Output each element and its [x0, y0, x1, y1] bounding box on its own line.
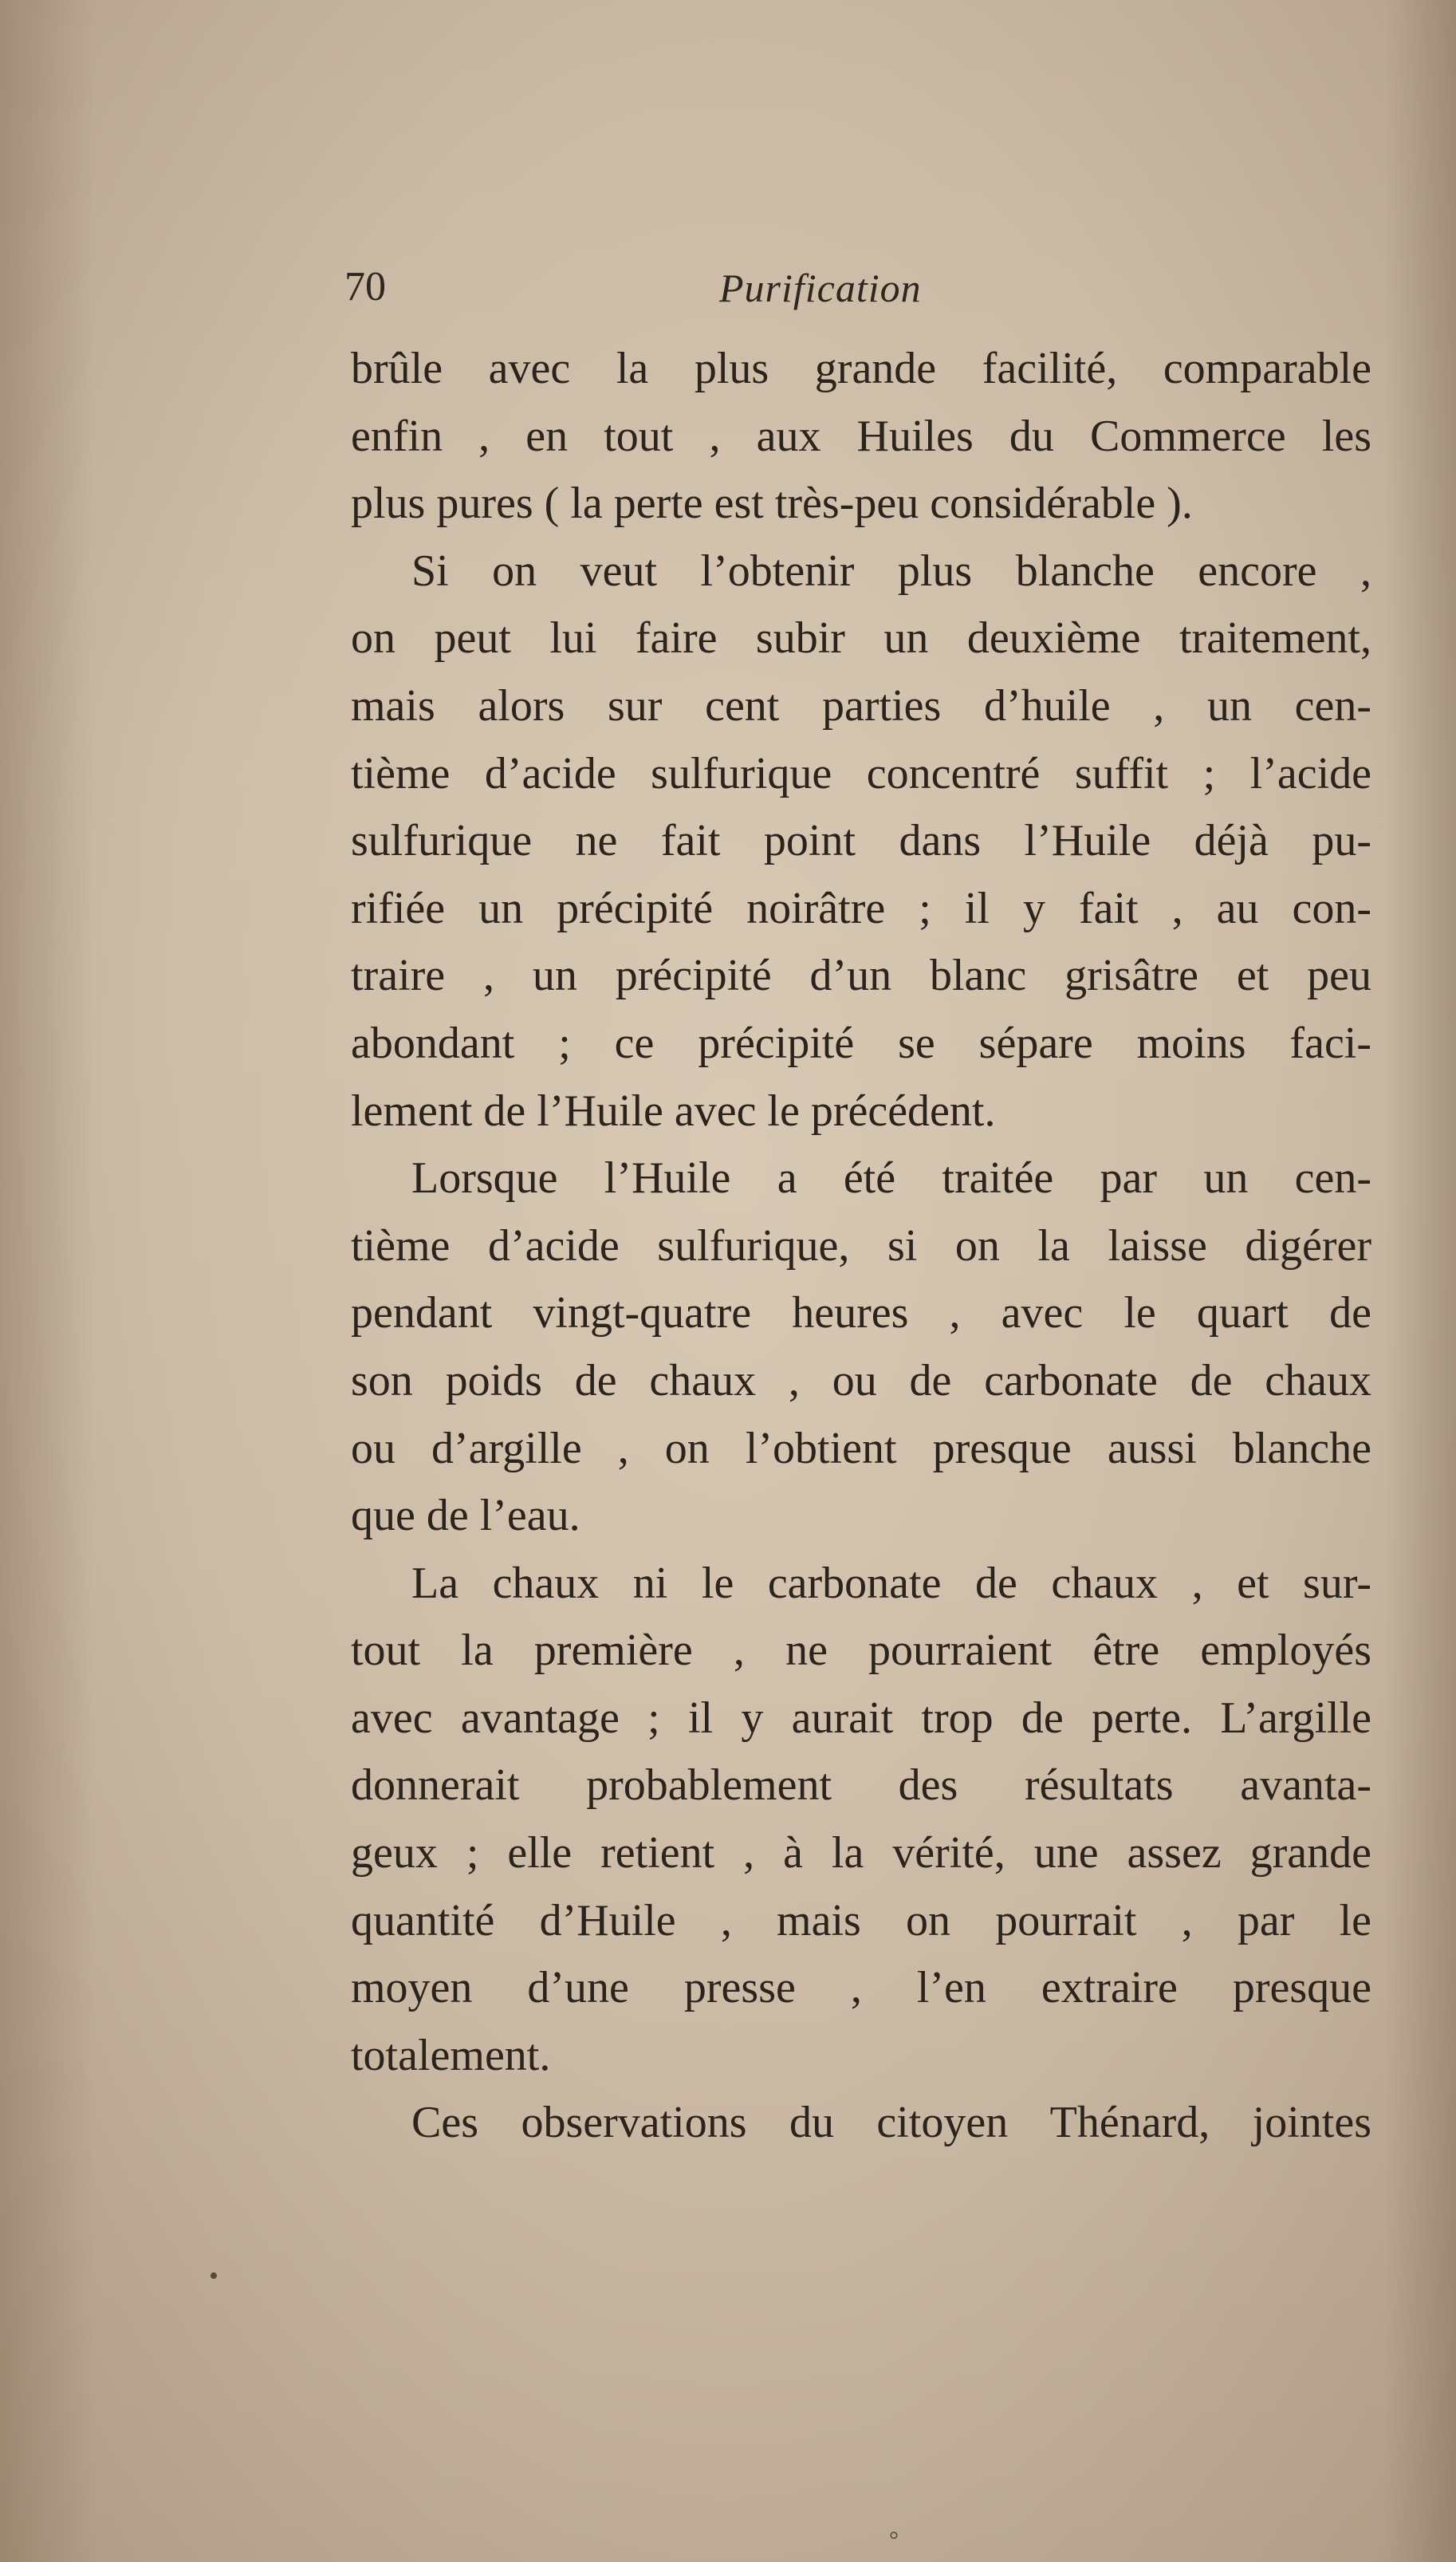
text-line: brûle avec la plus grande facilité, comparable [351, 344, 1371, 393]
text-line: que de l’eau. [351, 1491, 580, 1541]
stray-mark: ° [889, 2527, 899, 2553]
text-line: Si on veut l’obtenir plus blanche encore , [411, 546, 1371, 596]
stray-mark: • [209, 2261, 218, 2291]
text-line: tième d’acide sulfurique concentré suffit ; l’acide [351, 748, 1371, 798]
text-line: traire , un précipité d’un blanc grisâtre et peu [351, 951, 1371, 1001]
page-header [344, 263, 1365, 327]
text-line: sulfurique ne fait point dans l’Huile déjà pu- [351, 816, 1371, 866]
text-line: Ces observations du citoyen Thénard, jointes [411, 2098, 1371, 2148]
text-line: rifiée un précipité noirâtre ; il y fait , au con- [351, 883, 1371, 933]
text-line: son poids de chaux , ou de carbonate de chaux [351, 1355, 1371, 1405]
text-line: mais alors sur cent parties d’huile , un cen- [351, 680, 1371, 731]
text-line: enfin , en tout , aux Huiles du Commerce les [351, 411, 1371, 461]
text-line: lement de l’Huile avec le précédent. [351, 1086, 996, 1136]
text-line: tout la première , ne pourraient être employés [351, 1626, 1371, 1676]
text-line: ou d’argille , on l’obtient presque aussi blanche [351, 1423, 1371, 1473]
text-line: La chaux ni le carbonate de chaux , et sur- [411, 1558, 1371, 1608]
running-head: Purification [719, 266, 922, 310]
page-number: 70 [344, 264, 386, 309]
text-line: moyen d’une presse , l’en extraire presque [351, 1963, 1371, 2013]
text-line: geux ; elle retient , à la vérité, une assez grande [351, 1828, 1371, 1878]
text-line: totalement. [351, 2030, 551, 2080]
text-line: avec avantage ; il y aurait trop de perte. L’argille [351, 1693, 1371, 1743]
text-line: donnerait probablement des résultats avanta- [351, 1760, 1371, 1811]
text-line: plus pures ( la perte est très-peu considérable ). [351, 479, 1193, 529]
text-line: abondant ; ce précipité se sépare moins faci- [351, 1018, 1371, 1068]
text-line: tième d’acide sulfurique, si on la laisse digérer [351, 1220, 1371, 1271]
text-line: Lorsque l’Huile a été traitée par un cen- [411, 1153, 1371, 1204]
body-text [351, 335, 1371, 2157]
text-line: quantité d’Huile , mais on pourrait , par le [351, 1895, 1371, 1945]
text-line: on peut lui faire subir un deuxième traitement, [351, 613, 1371, 664]
text-line: pendant vingt-quatre heures , avec le quart de [351, 1288, 1371, 1338]
